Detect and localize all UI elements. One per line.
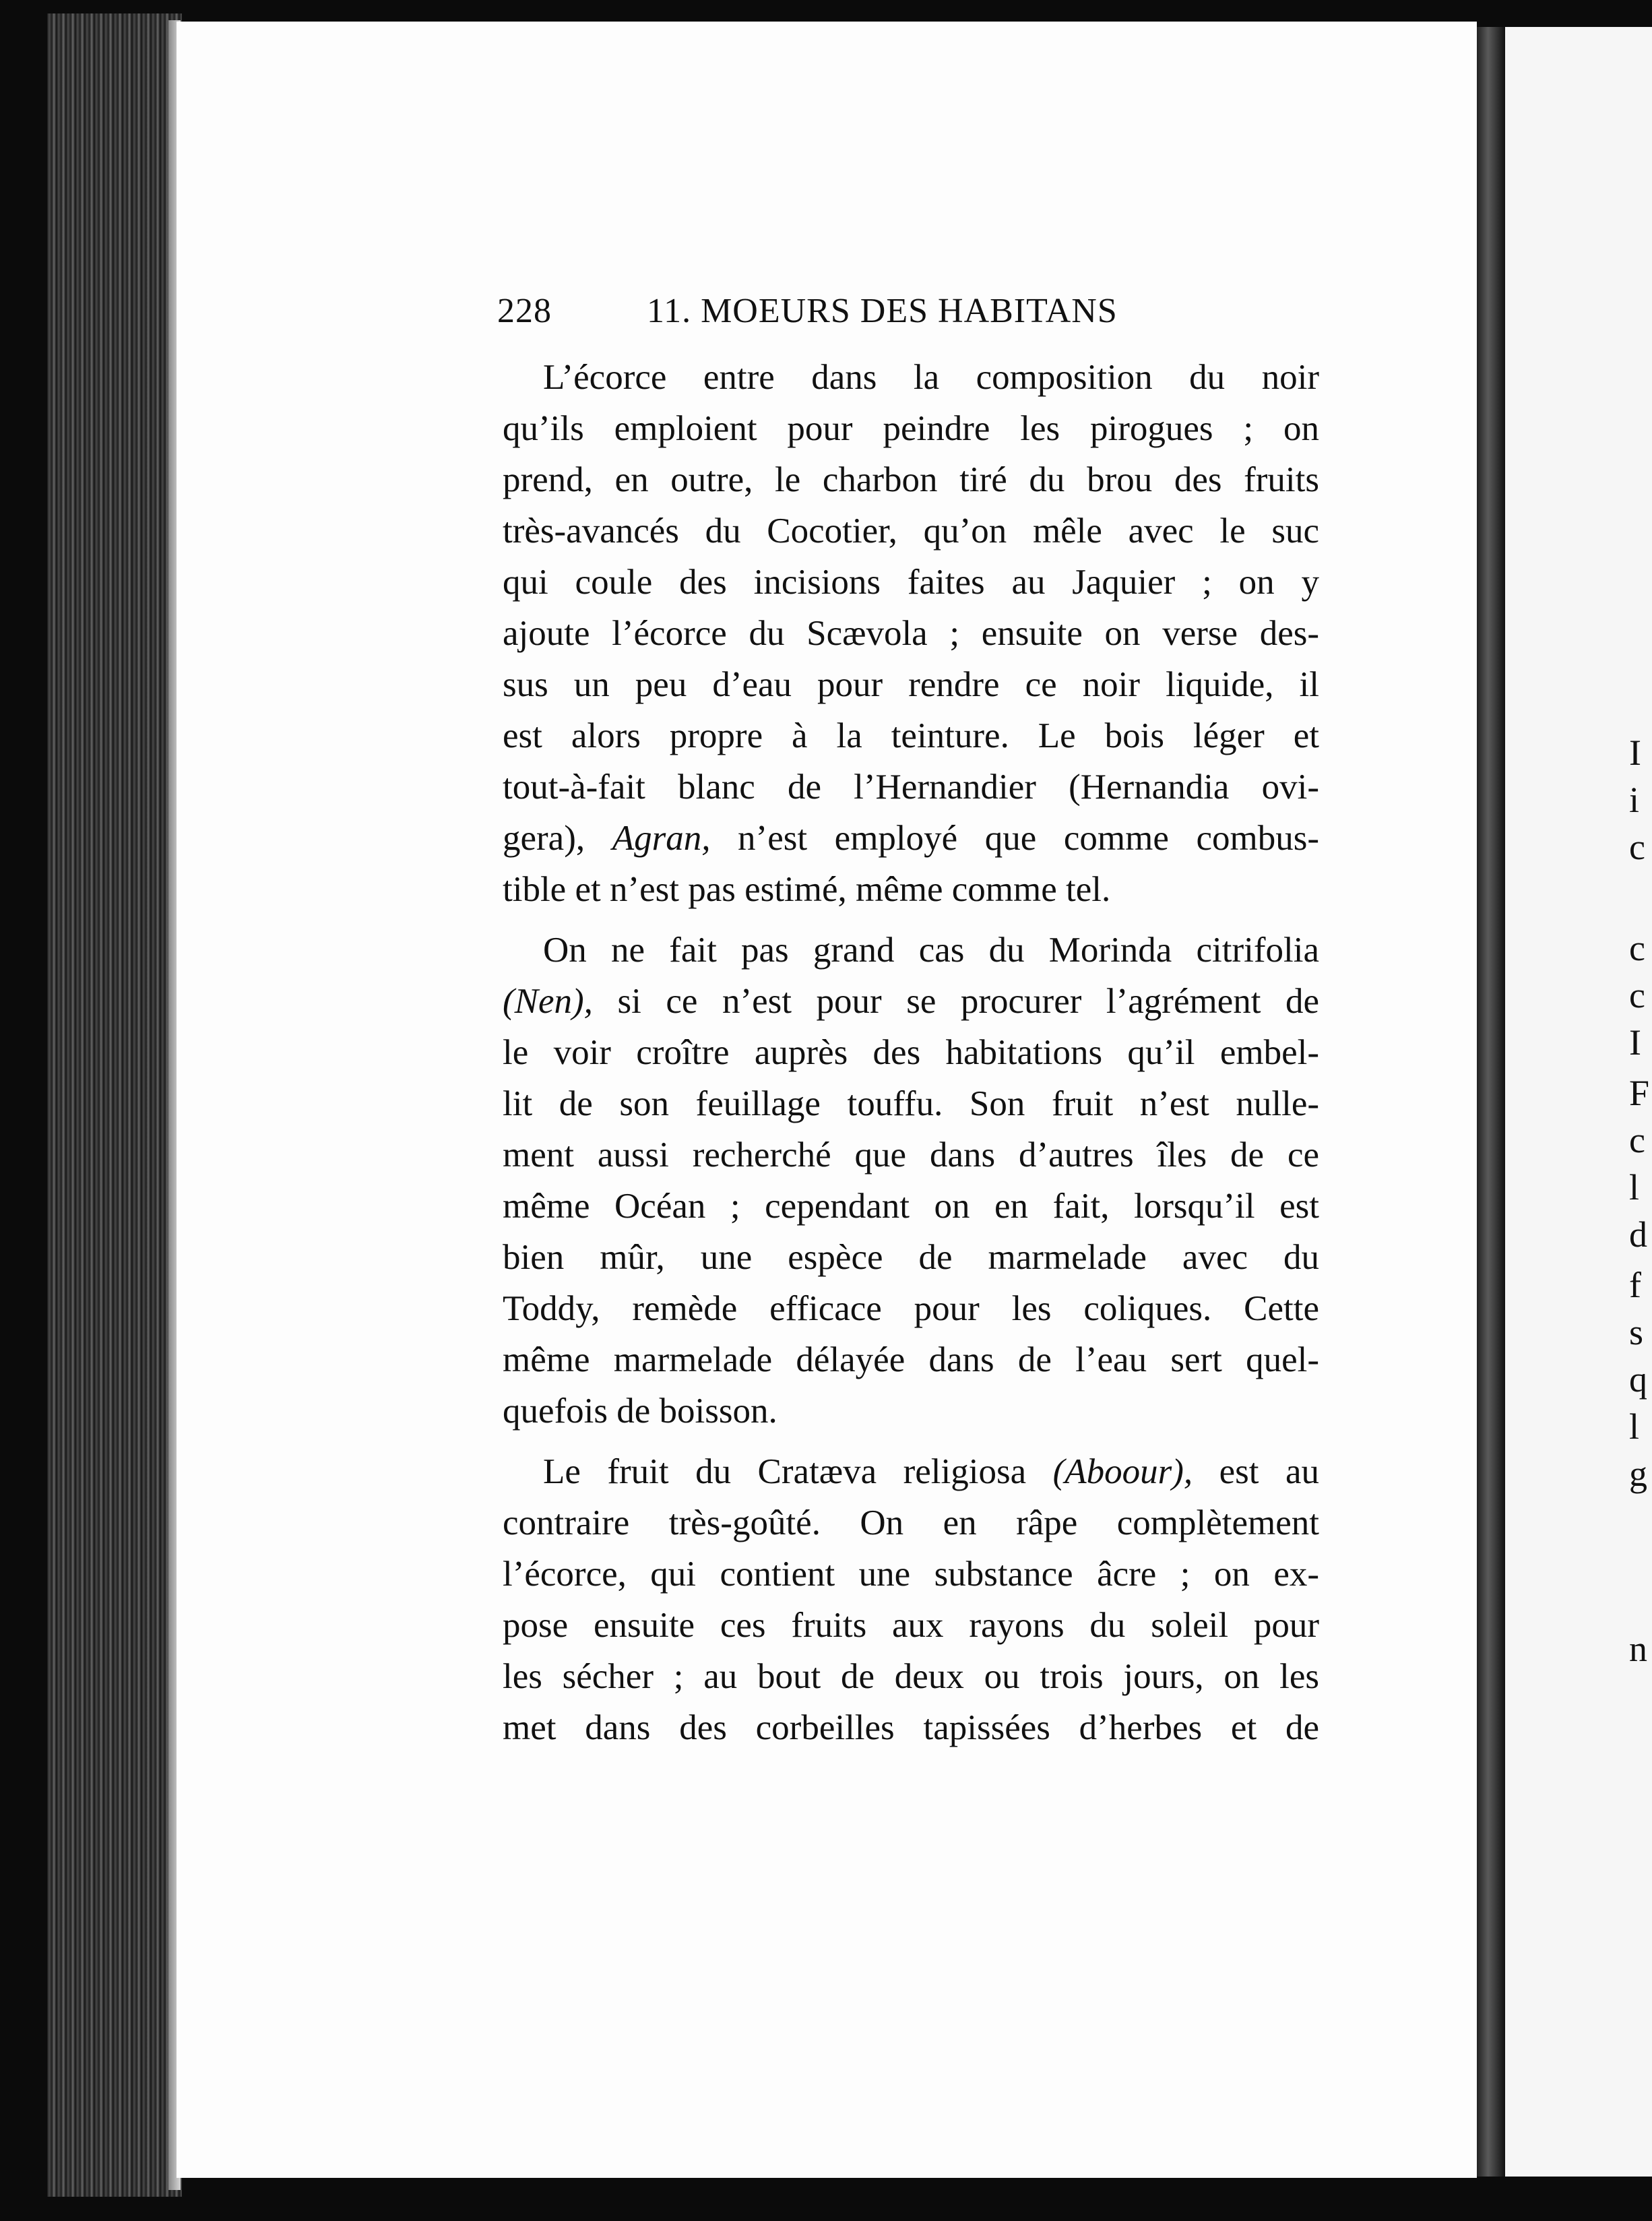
facing-page-letter: g	[1629, 1453, 1647, 1494]
text-segment: est au	[1219, 1452, 1320, 1491]
text-line: tible et n’est pas estimé, même comme tel.	[503, 870, 1111, 909]
facing-page-letter: F	[1629, 1073, 1650, 1113]
text-line: les sécher ; au bout de deux ou trois jours, on les	[503, 1657, 1319, 1696]
text-line: ment aussi recherché que dans d’autres îles de ce	[503, 1135, 1319, 1175]
text-line: lit de son feuillage touffu. Son fruit n’est nulle-	[503, 1084, 1319, 1123]
page-number: 228	[497, 292, 552, 330]
text-line: le voir croître auprès des habitations qu’il embel-	[503, 1033, 1319, 1072]
facing-page-letter: f	[1629, 1265, 1641, 1305]
facing-page-letter: c	[1629, 827, 1645, 867]
text-line: quefois de boisson.	[503, 1391, 777, 1431]
facing-page-letter: q	[1629, 1359, 1647, 1400]
text-line: qu’ils emploient pour peindre les pirogues ; on	[503, 409, 1319, 448]
text-segment: si ce n’est pour se procurer l’agrément de	[617, 982, 1320, 1021]
text-line: qui coule des incisions faites au Jaquier ; on y	[503, 563, 1319, 602]
facing-page-letter: I	[1629, 732, 1641, 773]
text-segment: n’est employé que comme combus-	[738, 819, 1319, 858]
italic-name: (Aboour),	[1052, 1452, 1193, 1491]
facing-page-letter: c	[1629, 975, 1645, 1015]
facing-page-letter: l	[1629, 1406, 1640, 1447]
facing-page-letter: i	[1629, 780, 1640, 820]
text-line	[503, 981, 1319, 1034]
text-line: contraire très-goûté. On en râpe complètement	[503, 1503, 1319, 1542]
text-line: l’écorce, qui contient une substance âcre ; on ex-	[503, 1555, 1319, 1594]
text-line: est alors propre à la teinture. Le bois léger et	[503, 716, 1319, 755]
running-head-title: 11. MOEURS DES HABITANS	[647, 292, 1118, 330]
text-line: même marmelade délayée dans de l’eau sert quel-	[503, 1340, 1319, 1379]
running-header	[497, 291, 1333, 338]
facing-page-letter: s	[1629, 1312, 1644, 1352]
text-line	[543, 1451, 1319, 1504]
text-line: L’écorce entre dans la composition du noir	[543, 358, 1319, 397]
text-line: sus un peu d’eau pour rendre ce noir liquide, il	[503, 665, 1319, 704]
italic-name: Agran,	[612, 819, 711, 858]
facing-page-letter: c	[1629, 1120, 1645, 1160]
text-line	[503, 818, 1319, 871]
page-fold-shadow	[1477, 27, 1505, 2177]
facing-page-letter: l	[1629, 1167, 1640, 1208]
facing-page-letter: n	[1629, 1629, 1647, 1669]
italic-name: (Nen),	[503, 982, 593, 1021]
text-line: ajoute l’écorce du Scævola ; ensuite on verse des-	[503, 614, 1319, 653]
text-line: On ne fait pas grand cas du Morinda citrifolia	[543, 931, 1319, 970]
book-gutter	[47, 13, 182, 2197]
text-line: pose ensuite ces fruits aux rayons du soleil pour	[503, 1606, 1319, 1645]
text-line: Toddy, remède efficace pour les coliques. Cette	[503, 1289, 1319, 1328]
text-line: prend, en outre, le charbon tiré du brou des fruits	[503, 460, 1319, 499]
facing-page-letter: c	[1629, 928, 1645, 968]
facing-page-letter: I	[1629, 1022, 1641, 1063]
facing-page-letter: d	[1629, 1214, 1647, 1255]
text-segment: Le fruit du Cratæva religiosa	[543, 1452, 1027, 1491]
text-line: très-avancés du Cocotier, qu’on mêle avec le suc	[503, 511, 1319, 551]
text-line: bien mûr, une espèce de marmelade avec du	[503, 1238, 1319, 1277]
text-segment: gera),	[503, 819, 585, 858]
text-line: même Océan ; cependant on en fait, lorsqu’il est	[503, 1187, 1319, 1226]
text-line: met dans des corbeilles tapissées d’herbes et de	[503, 1708, 1319, 1747]
text-line: tout-à-fait blanc de l’Hernandier (Hernandia ovi-	[503, 768, 1319, 807]
